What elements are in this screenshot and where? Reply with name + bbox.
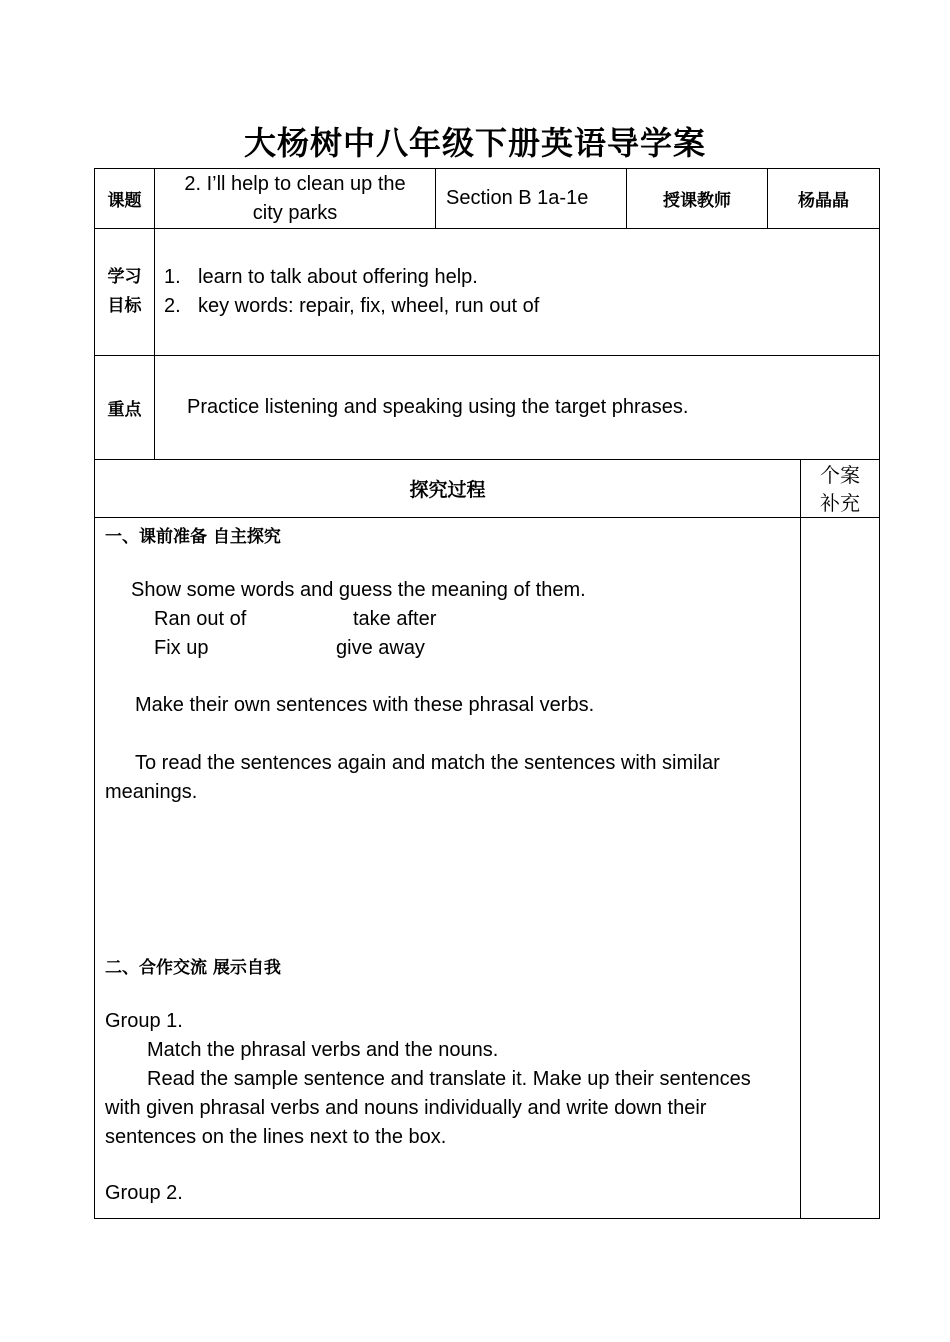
goals-label-line2: 目标 bbox=[107, 296, 142, 316]
group1-step1: Match the phrasal verbs and the nouns. bbox=[147, 1039, 499, 1061]
teacher-name: 杨晶晶 bbox=[798, 191, 849, 211]
phrase-fix-up: Fix up bbox=[154, 637, 209, 659]
topic-value: 2. I’ll help to clean up the city parks bbox=[184, 172, 406, 224]
group2-label: Group 2. bbox=[105, 1182, 183, 1204]
supplement-header bbox=[801, 460, 879, 517]
part1-step3: To read the sentences again and match the sentences with similar meanings. bbox=[105, 752, 720, 803]
supplement-line2: 补充 bbox=[820, 490, 860, 515]
part1-step2: Make their own sentences with these phrasal verbs. bbox=[135, 694, 595, 716]
goal-text: learn to talk about offering help. bbox=[198, 266, 478, 288]
goals-label-line1: 学习 bbox=[107, 267, 142, 287]
phrase-take-after: take after bbox=[353, 608, 437, 630]
goal-number: 1. bbox=[164, 266, 181, 288]
goals-list bbox=[164, 263, 539, 321]
supplement-line1: 个案 bbox=[820, 462, 860, 487]
page-title: 大杨树中八年级下册英语导学案 bbox=[243, 124, 706, 162]
part2-heading: 二、合作交流 展示自我 bbox=[105, 958, 281, 978]
goal-item bbox=[164, 292, 539, 321]
process-header: 探究过程 bbox=[409, 479, 486, 501]
teacher-label: 授课教师 bbox=[663, 191, 731, 211]
phrase-ran-out-of: Ran out of bbox=[154, 608, 247, 630]
goal-text: key words: repair, fix, wheel, run out of bbox=[198, 295, 540, 317]
group1-label: Group 1. bbox=[105, 1010, 183, 1032]
goal-item bbox=[164, 263, 539, 292]
topic-label: 课题 bbox=[107, 191, 142, 211]
group1-step2: Read the sample sentence and translate it. Make up their sentences with given phrasal verbs and nouns individually and write down their sentences on the lines next to the box. bbox=[105, 1068, 751, 1148]
focus-label: 重点 bbox=[107, 400, 142, 420]
goals-label bbox=[95, 229, 154, 355]
phrase-give-away: give away bbox=[336, 637, 425, 659]
goal-number: 2. bbox=[164, 295, 181, 317]
focus-text: Practice listening and speaking using the target phrases. bbox=[187, 396, 689, 418]
part1-heading: 一、课前准备 自主探究 bbox=[105, 527, 281, 547]
part1-intro: Show some words and guess the meaning of them. bbox=[131, 579, 586, 601]
section-value: Section B 1a-1e bbox=[446, 187, 589, 209]
